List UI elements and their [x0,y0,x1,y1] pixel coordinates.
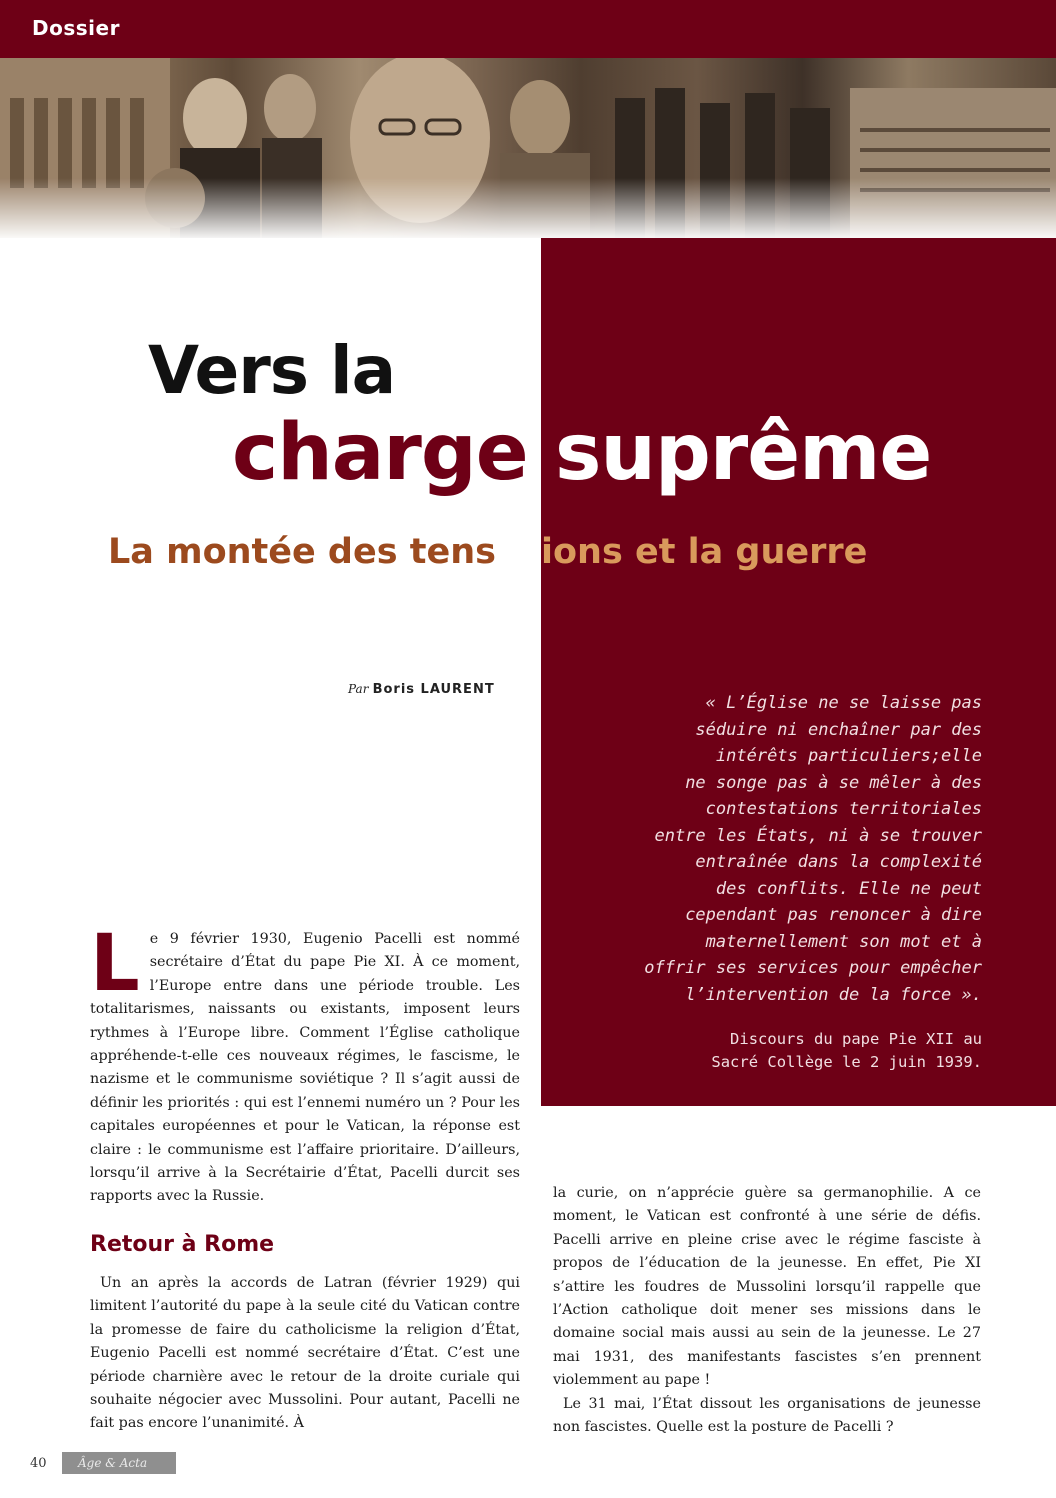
body-paragraph: la curie, on n’apprécie guère sa germanophilie. A ce moment, le Vatican est confronté à une série de défis. Pacelli arrive en pleine crise avec le régime fasciste à propos de l’éducation de la jeunesse. En effet, Pie XI s’attire les foudres de Mussolini lorsqu’il rappelle que l’Action catholique doit mener ses missions dans le domaine social mais aussi au sein de la jeunesse. Le 27 mai 1931, des manifestants fascistes s’en prennent violemment au pape ! [553,1185,981,1389]
byline [348,682,495,697]
article-title-line1: Vers la [148,332,396,409]
byline-prefix: Par [348,682,369,696]
quote-line: entre les États, ni à se trouver [654,825,982,846]
quote-line: ne songe pas à se mêler à des [685,772,982,793]
quote-line: maternellement son mot et à [705,931,982,952]
page-number: 40 [30,1456,47,1471]
quote-source [560,1028,982,1074]
quote-source-line: Discours du pape Pie XII au [730,1030,982,1048]
top-band [0,0,1056,62]
quote-line: cependant pas renoncer à dire [685,905,982,925]
quote-line: intérêts particuliers;elle [715,746,982,766]
pull-quote [560,690,982,1008]
byline-author: Boris LAURENT [372,682,495,697]
section-heading: Retour à Rome [90,1232,275,1257]
magazine-name: Âge & Acta [78,1456,148,1470]
quote-line: « L’Église ne se laisse pas [705,693,982,713]
body-paragraph: Le 31 mai, l’État dissout les organisations de jeunesse non fascistes. Quelle est la posture de Pacelli ? [553,1395,981,1436]
quote-line: entraînée dans la complexité [695,852,982,872]
photo-strip [0,58,1056,238]
body-paragraph: Un an après la accords de Latran (février 1929) qui limitent l’autorité du pape à la seule cité du Vatican contre la promesse de faire du catholicisme la religion d’État, Eugenio Pacelli est nommé secrétaire d’État. C’est une période charnière avec le retour de la droite curiale qui souhaite négocier avec Mussolini. Pour autant, Pacelli ne fait pas encore l’unanimité. À [90,1275,520,1432]
intro-paragraph: e 9 février 1930, Eugenio Pacelli est nommé secrétaire d’État du pape Pie XI. À ce moment, l’Europe entre dans une période trouble. Les totalitarismes, naissants ou existants, imposent leurs rythmes à l’Europe libre. Comment l’Église catholique appréhende-t-elle ces nouveaux régimes, le fascisme, le nazisme et le communisme soviétique ? Il s’agit aussi de définir les priorités : qui est l’ennemi numéro un ? Pour les capitales européennes et pour le Vatican, la réponse est claire : le communisme est l’affaire prioritaire. D’ailleurs, lorsqu’il arrive à la Secrétairie d’État, Pacelli durcit ses rapports avec la Russie. [90,931,520,1205]
body-column-left [90,919,520,1209]
quote-line: séduire ni enchaîner par des [695,719,982,740]
article-subtitle-left: La montée des tens [108,532,496,572]
article-title-charge: charge [232,408,528,498]
quote-line: offrir ses services pour empêcher [644,958,982,978]
quote-line: l’intervention de la force ». [685,984,982,1005]
body-column-right [553,1182,981,1439]
quote-line: contestations territoriales [705,799,982,819]
quote-source-line: Sacré Collège le 2 juin 1939. [711,1053,982,1071]
drop-cap: L [90,919,140,1009]
section-label: Dossier [32,16,120,40]
article-subtitle-right: ions et la guerre [541,532,868,572]
article-title-supreme: suprême [555,408,932,498]
quote-line: des conflits. Elle ne peut [715,878,982,899]
